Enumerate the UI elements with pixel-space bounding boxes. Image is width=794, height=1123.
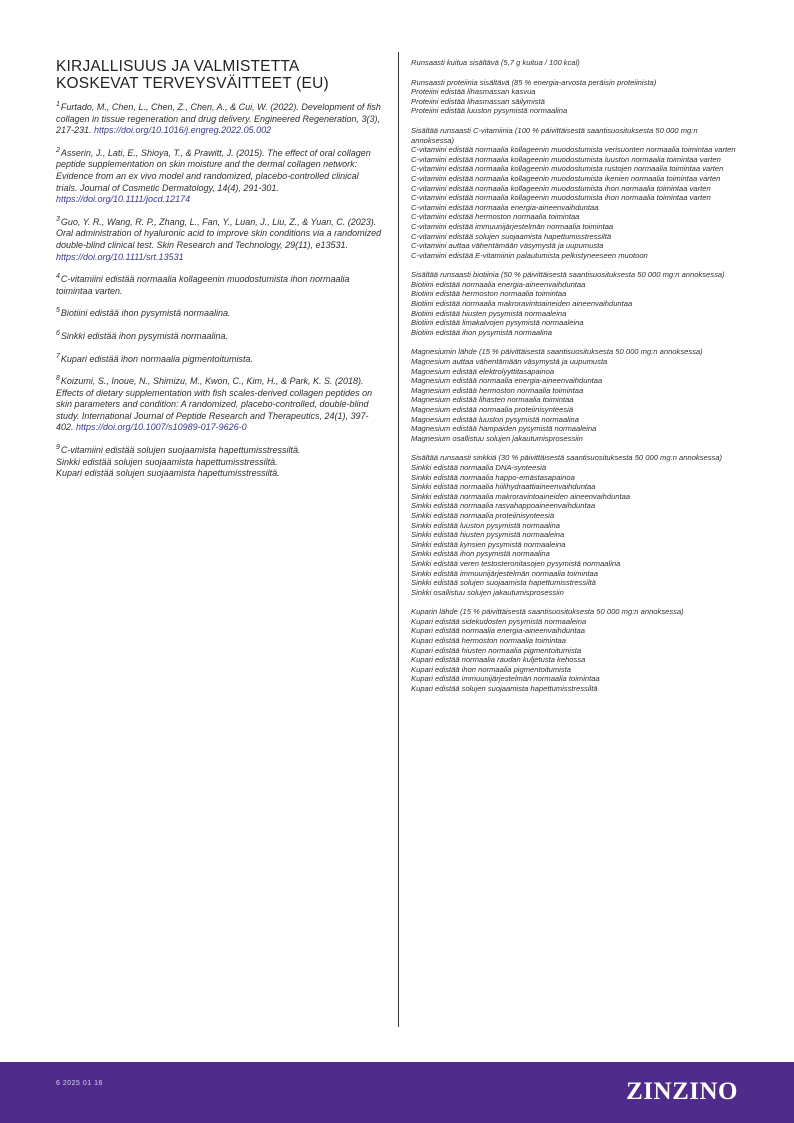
- claim-line: Proteiini edistää lihasmassan kasvua: [411, 87, 536, 97]
- claim-heading: Sisältää runsaasti sinkkiä (30 % päivittäisestä saantisuosituksesta 50 000 mg:n annoksessa): [411, 453, 723, 463]
- brand-logo: ZINZINO: [626, 1078, 738, 1105]
- claim-line: Biotiini edistää limakalvojen pysymistä normaaleina: [411, 318, 584, 328]
- reference-number: 6: [56, 329, 60, 337]
- reference-doi-link[interactable]: https://doi.org/10.1111/srt.13531: [56, 251, 184, 262]
- claim-line: Sinkki edistää solujen suojaamista hapettumisstressiltä: [411, 578, 596, 588]
- claim-line: Sinkki osallistuu solujen jakautumisprosessiin: [411, 587, 564, 597]
- claim-line: C-vitamiini edistää normaalia kollageenin muodostumista ihon normaalia toimintaa varten: [411, 183, 711, 193]
- reference-text: Guo, Y. R., Wang, R. P., Zhang, L., Fan, Y., Luan, J., Liu, Z., & Yuan, C. (2023). Oral administration of hyaluronic acid to improve skin conditions via a randomized double-blind clinical test. Skin Research and Technology, 29(11), e13531.: [56, 216, 382, 250]
- reference-doi-link[interactable]: https://doi.org/10.1007/s10989-017-9626-0: [76, 422, 247, 433]
- reference-text: Asserin, J., Lati, E., Shioya, T., & Prawitt, J. (2015). The effect of oral collagen peptide supplementation on skin moisture and the dermal collagen network: Evidence from an ex vivo model and randomized, placebo-controlled clinical trials. Journal of Cosmetic Dermatology, 14(4), 291-301.: [56, 147, 371, 193]
- reference-number: 5: [56, 307, 60, 315]
- reference-item: [56, 274, 382, 297]
- claim-line: Kupari edistää ihon normaalia pigmentoitumista: [411, 664, 571, 674]
- claim-line: C-vitamiini edistää solujen suojaamista hapettumisstressiltä: [411, 231, 612, 241]
- reference-item: [56, 331, 382, 343]
- page-title: KIRJALLISUUS JA VALMISTETTA KOSKEVAT TERVEYSVÄITTEET (EU): [56, 58, 329, 92]
- claim-line: Biotiini edistää hermoston normaalia toimintaa: [411, 289, 567, 299]
- reference-item: [56, 217, 382, 263]
- reference-number: 7: [56, 352, 60, 360]
- claim-line: C-vitamiini edistää normaalia kollageenin muodostumista ihon normaalia toimintaa varten: [411, 193, 711, 203]
- claim-line: Proteiini edistää luuston pysymistä normaalina: [411, 106, 568, 116]
- claim-line: Kupari edistää hermoston normaalia toimintaa: [411, 636, 566, 646]
- claim-line: Sinkki edistää normaalia hiilihydraattiaineenvaihduntaa: [411, 482, 596, 492]
- claim-group: [411, 78, 741, 116]
- claim-line: Magnesium osallistuu solujen jakautumisprosessiin: [411, 433, 583, 443]
- claim-group: [411, 607, 741, 693]
- claim-line: Kupari edistää hiusten normaalia pigmentoitumista: [411, 645, 582, 655]
- reference-number: 3: [56, 215, 60, 223]
- column-divider: [398, 52, 399, 1027]
- claim-line: C-vitamiini edistää normaalia energia-aineenvaihduntaa: [411, 202, 599, 212]
- claim-line: Biotiini edistää normaalia makroravintoaineiden aineenvaihduntaa: [411, 299, 633, 309]
- reference-doi-link[interactable]: https://doi.org/10.1016/j.engreg.2022.05.002: [94, 125, 272, 136]
- claim-line: C-vitamiini edistää E-vitamiinin palautumista pelkistyneeseen muotoon: [411, 250, 648, 260]
- claim-heading: Kuparin lähde (15 % päivittäisestä saantisuosituksesta 50 000 mg:n annoksessa): [411, 607, 684, 617]
- claim-line: Sinkki edistää normaalia DNA-synteesiä: [411, 462, 547, 472]
- footer-bar: [0, 1062, 794, 1123]
- claim-line: Magnesium edistää normaalia energia-aineenvaihduntaa: [411, 376, 603, 386]
- reference-item: [56, 376, 382, 434]
- claim-line: C-vitamiini edistää normaalia kollageenin muodostumista luuston normaalia toimintaa varten: [411, 154, 721, 164]
- claim-line: Magnesium edistää hampaiden pysymistä normaaleina: [411, 424, 597, 434]
- reference-text: Kupari edistää ihon normaalia pigmentoitumista.: [60, 353, 254, 364]
- claim-line: Magnesium edistää luuston pysymistä normaalina: [411, 414, 579, 424]
- reference-doi-link[interactable]: https://doi.org/10.1111/jocd.12174: [56, 194, 191, 205]
- reference-text: C-vitamiini edistää normaalia kollageenin muodostumista ihon normaalia toimintaa varten.: [56, 274, 350, 296]
- claim-line: Sinkki edistää luuston pysymistä normaalina: [411, 520, 560, 530]
- claim-line: Magnesium edistää lihasten normaalia toimintaa: [411, 395, 574, 405]
- claim-group: [411, 270, 741, 337]
- claim-line: Sinkki edistää normaalia makroravintoaineiden aineenvaihduntaa: [411, 491, 631, 501]
- claim-line: Sinkki edistää kynsien pysymistä normaaleina: [411, 539, 566, 549]
- claim-heading: Runsaasti kuitua sisältävä (5,7 g kuitua / 100 kcal): [411, 58, 580, 67]
- reference-list: [56, 102, 382, 480]
- claim-line: Biotiini edistää ihon pysymistä normaalina: [411, 327, 552, 337]
- claim-group: [411, 453, 741, 597]
- claim-line: C-vitamiini edistää normaalia kollageenin muodostumista ikenien normaalia toimintaa varten: [411, 173, 721, 183]
- reference-text: C-vitamiini edistää solujen suojaamista hapettumisstressiltä. Sinkki edistää solujen suojaamista hapettumisstressiltä. Kupari edistää solujen suojaamista hapettumisstressiltä.: [56, 445, 301, 479]
- claim-line: Kupari edistää normaalia energia-aineenvaihduntaa: [411, 626, 585, 636]
- reference-number: 4: [56, 273, 60, 281]
- claim-line: Sinkki edistää normaalia proteiinisynteesiä: [411, 510, 555, 520]
- claim-line: C-vitamiini edistää normaalia kollageenin muodostumista rustojen normaalia toimintaa varten: [411, 164, 724, 174]
- claim-line: Kupari edistää solujen suojaamista hapettumisstressiltä: [411, 684, 598, 694]
- claim-line: Biotiini edistää normaalia energia-aineenvaihduntaa: [411, 279, 586, 289]
- reference-item: [56, 102, 382, 137]
- reference-text: Biotiini edistää ihon pysymistä normaalina.: [60, 308, 231, 319]
- reference-number: 1: [56, 101, 60, 108]
- claim-heading: Sisältää runsaasti biotiinia (50 % päivittäisestä saantisuosituksesta 50 000 mg:n annoksessa): [411, 270, 725, 280]
- health-claims-column: [411, 58, 741, 704]
- claim-line: Sinkki edistää veren testosteronitasojen pysymistä normaalina: [411, 558, 621, 568]
- claim-line: Sinkki edistää ihon pysymistä normaalina: [411, 549, 550, 559]
- claim-line: Kupari edistää normaalia raudan kuljetusta kehossa: [411, 655, 586, 665]
- claim-group: [411, 58, 741, 68]
- reference-number: 9: [56, 444, 60, 452]
- reference-number: 2: [56, 146, 60, 154]
- claim-line: Kupari edistää sidekudosten pysymistä normaaleina: [411, 616, 587, 626]
- reference-item: [56, 354, 382, 366]
- claim-group: [411, 126, 741, 260]
- claim-line: C-vitamiini edistää normaalia kollageenin muodostumista verisuonten normaalia toimintaa varten: [411, 145, 736, 155]
- claim-line: Sinkki edistää hiusten pysymistä normaaleina: [411, 530, 565, 540]
- claim-line: Magnesium edistää hermoston normaalia toimintaa: [411, 385, 584, 395]
- document-code: 6 2025 01 16: [56, 1080, 103, 1087]
- reference-text: Furtado, M., Chen, L., Chen, Z., Chen, A., & Cui, W. (2022). Development of fish collagen in tissue regeneration and drug delivery. Engineered Regeneration, 3(3), 217-231.: [56, 102, 381, 136]
- claim-group: [411, 347, 741, 443]
- claim-line: C-vitamiini edistää hermoston normaalia toimintaa: [411, 212, 580, 222]
- claim-line: Sinkki edistää immuunijärjestelmän normaalia toimintaa: [411, 568, 598, 578]
- claim-line: C-vitamiini edistää immuunijärjestelmän normaalia toimintaa: [411, 221, 614, 231]
- reference-text: Koizumi, S., Inoue, N., Shimizu, M., Kwon, C., Kim, H., & Park, K. S. (2018). Effects of dietary supplementation with fish scales-derived collagen peptides on skin parameters and condition: A randomized, placebo-controlled, double-blind study. International Journal of Peptide Research and Therapeutics, 24(1), 397-402.: [56, 376, 373, 433]
- claim-line: Kupari edistää immuunijärjestelmän normaalia toimintaa: [411, 674, 600, 684]
- reference-text: Sinkki edistää ihon pysymistä normaalina.: [60, 330, 228, 341]
- claim-heading: Magnesiumin lähde (15 % päivittäisestä saantisuosituksesta 50 000 mg:n annoksessa): [411, 347, 703, 357]
- claim-line: Proteiini edistää lihasmassan säilymistä: [411, 96, 545, 106]
- claim-line: Biotiini edistää hiusten pysymistä normaaleina: [411, 308, 567, 318]
- reference-item: [56, 445, 382, 480]
- claim-line: Sinkki edistää normaalia rasvahappoaineenvaihduntaa: [411, 501, 596, 511]
- reference-number: 8: [56, 375, 60, 383]
- claim-line: Magnesium edistää normaalia proteiinisynteesiä: [411, 405, 574, 414]
- claim-heading: Sisältää runsaasti C-vitamiinia (100 % päivittäisestä saantisuosituksesta 50 000 mg:n annoksessa): [411, 125, 698, 145]
- reference-item: [56, 308, 382, 320]
- claim-heading: Runsaasti proteiinia sisältävä (85 % energia-arvosta peräisin proteiinista): [411, 77, 657, 87]
- reference-item: [56, 148, 382, 206]
- claim-line: Magnesium auttaa vähentämään väsymystä ja uupumusta: [411, 357, 608, 367]
- claim-line: Magnesium edistää elektrolyyttitasapainoa: [411, 366, 555, 376]
- claim-line: Sinkki edistää normaalia happo-emästasapainoa: [411, 472, 575, 482]
- claim-line: C-vitamiini auttaa vähentämään väsymystä ja uupumusta: [411, 241, 604, 251]
- references-column: [56, 58, 382, 491]
